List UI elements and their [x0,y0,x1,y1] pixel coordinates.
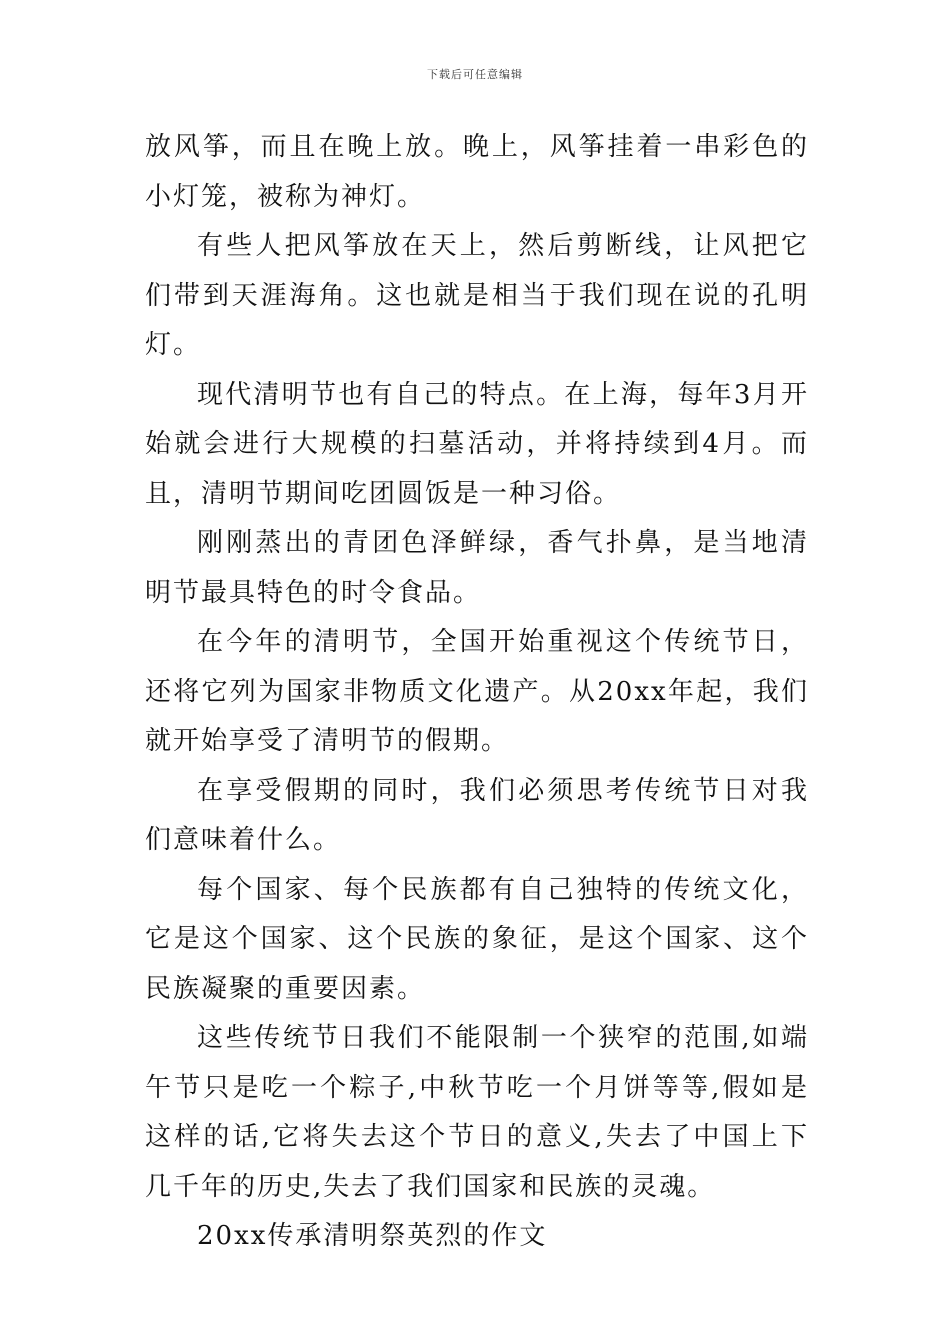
paragraph: 在今年的清明节，全国开始重视这个传统节日，还将它列为国家非物质文化遗产。从20xx年起，我们就开始享受了清明节的假期。 [145,627,809,756]
paragraph: 放风筝，而且在晚上放。晚上，风筝挂着一串彩色的小灯笼，被称为神灯。 [145,132,809,212]
document-body [145,123,809,1262]
paragraph: 现代清明节也有自己的特点。在上海，每年3月开始就会进行大规模的扫墓活动，并将持续到4月。而且，清明节期间吃团圆饭是一种习俗。 [145,379,809,509]
section-title: 20xx传承清明祭英烈的作文 [197,1221,548,1251]
paragraph: 有些人把风筝放在天上，然后剪断线，让风把它们带到天涯海角。这也就是相当于我们现在说的孔明灯。 [145,231,809,360]
paragraph: 在享受假期的同时，我们必须思考传统节日对我们意味着什么。 [145,775,809,855]
page-header: 下载后可任意编辑 [427,68,523,81]
paragraph: 这些传统节日我们不能限制一个狭窄的范围,如端午节只是吃一个粽子,中秋节吃一个月饼等等,假如是这样的话,它将失去这个节日的意义,失去了中国上下几千年的历史,失去了我们国家和民族的灵魂。 [145,1023,809,1202]
paragraph: 刚刚蒸出的青团色泽鲜绿，香气扑鼻，是当地清明节最具特色的时令食品。 [145,528,809,608]
paragraph: 每个国家、每个民族都有自己独特的传统文化，它是这个国家、这个民族的象征，是这个国家、这个民族凝聚的重要因素。 [145,874,809,1004]
